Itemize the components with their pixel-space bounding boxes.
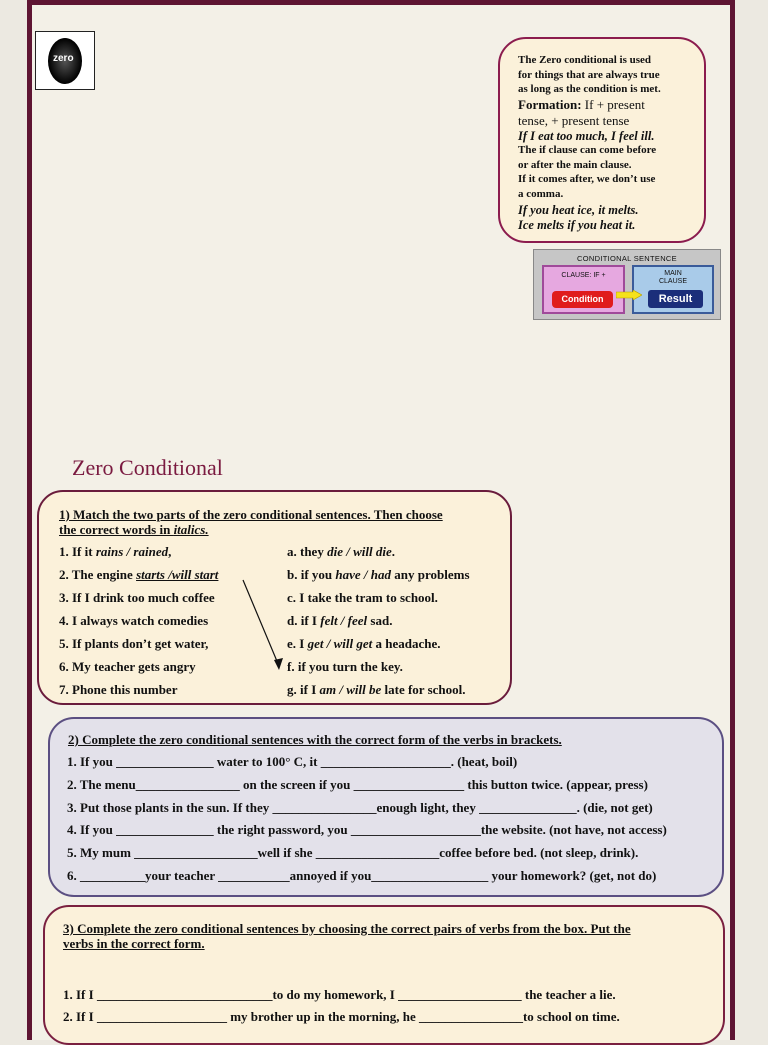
match-text: 1. If it xyxy=(59,544,96,559)
zero-logo xyxy=(35,31,95,90)
info-box xyxy=(498,37,706,243)
match-item xyxy=(287,682,466,698)
match-item xyxy=(287,659,403,675)
diagram-main-label: MAIN xyxy=(664,270,682,277)
match-item xyxy=(59,544,171,560)
instr-line: 3) Complete the zero conditional sentences by choosing the correct pairs of verbs from the box. Put the xyxy=(63,921,631,936)
zero-logo-icon: zero xyxy=(48,38,82,84)
match-text: f. if you turn the key. xyxy=(287,659,403,674)
match-item xyxy=(287,613,392,629)
info-example: If you heat ice, it melts. xyxy=(518,203,639,217)
exercise-sentence: 1. If I ___________________________to do my homework, I ___________________ the teacher a lie. xyxy=(63,987,616,1002)
match-choice: am / will be xyxy=(319,682,382,697)
diagram-result: Result xyxy=(648,290,703,308)
match-text: 5. If plants don’t get water, xyxy=(59,636,209,651)
match-choice: rains / rained xyxy=(95,544,169,559)
info-formation-cont: tense, + present tense xyxy=(518,112,630,128)
info-line: as long as the condition is met. xyxy=(518,83,661,95)
info-example: If I eat too much, I feel ill. xyxy=(518,128,655,143)
match-text: sad. xyxy=(367,613,393,628)
exercise-2-instructions: 2) Complete the zero conditional sentences with the correct form of the verbs in brackets. xyxy=(68,732,562,747)
match-text: a headache. xyxy=(372,636,441,651)
exercise-3-instructions xyxy=(63,921,631,951)
info-example: Ice melts if you heat it. xyxy=(518,217,636,232)
exercise-sentence: 5. My mum ___________________well if she ___________________coffee before bed. (not sleep, drink). xyxy=(67,845,639,861)
diagram-condition: Condition xyxy=(552,291,613,308)
match-text: any problems xyxy=(391,567,470,582)
match-arrow-icon xyxy=(239,578,289,674)
match-item xyxy=(287,544,395,560)
info-line: The if clause can come before xyxy=(518,144,657,156)
exercise-3 xyxy=(43,905,725,1045)
instr-italic: italics. xyxy=(173,522,209,537)
match-item xyxy=(287,590,438,606)
diagram-clause-label: CLAUSE: IF + xyxy=(561,272,606,279)
match-text: d. if I xyxy=(287,613,321,628)
exercise-sentence: 3. Put those plants in the sun. If they ________________enough light, they _______________. (die, not get) xyxy=(67,799,653,815)
match-choice: have / had xyxy=(335,567,392,582)
match-item xyxy=(59,567,218,583)
match-text: 2. The engine xyxy=(59,567,137,582)
match-text: b. if you xyxy=(287,567,336,582)
exercise-sentence: 4. If you _______________ the right password, you ____________________the website. (not have, not access) xyxy=(67,822,667,838)
instr-line: the correct words in xyxy=(59,522,174,537)
info-line: for things that are always true xyxy=(518,68,660,81)
exercise-sentence: 6. __________your teacher ___________annoyed if you__________________ your homework? (get, not do) xyxy=(67,868,657,883)
match-choice: starts /will start xyxy=(136,567,219,582)
arrow-right-icon xyxy=(616,290,642,300)
match-text: , xyxy=(168,544,172,559)
match-item xyxy=(59,590,215,606)
info-line: a comma. xyxy=(518,187,564,200)
diagram-main-label: CLAUSE xyxy=(658,278,687,285)
info-line: If it comes after, we don’t use xyxy=(518,173,656,185)
match-text: 4. I always watch comedies xyxy=(59,613,209,628)
diagram-title: CONDITIONAL SENTENCE xyxy=(577,254,677,263)
match-item xyxy=(59,659,196,675)
match-item xyxy=(287,567,470,583)
exercise-2 xyxy=(48,717,724,897)
exercise-1-instructions xyxy=(59,507,443,537)
match-text: . xyxy=(391,544,395,559)
exercise-sentence: 1. If you _______________ water to 100° C, it ____________________. (heat, boil) xyxy=(67,754,518,769)
info-formation-label: Formation: xyxy=(518,96,582,112)
conditional-diagram xyxy=(533,249,721,320)
match-text: late for school. xyxy=(381,682,466,697)
match-choice: felt / feel xyxy=(320,613,368,628)
exercise-1 xyxy=(37,490,512,705)
match-item xyxy=(287,636,440,652)
info-line: The Zero conditional is used xyxy=(518,54,652,66)
match-text: 3. If I drink too much coffee xyxy=(59,590,215,605)
exercise-sentence: 2. If I ____________________ my brother up in the morning, he ________________to school on time. xyxy=(63,1009,620,1024)
diagram-main-clause xyxy=(632,265,714,314)
info-formation: If + present xyxy=(581,96,645,112)
match-text: g. if I xyxy=(287,682,320,697)
instr-line: 1) Match the two parts of the zero conditional sentences. Then choose xyxy=(59,507,443,522)
match-choice: get / will get xyxy=(307,636,373,651)
match-item xyxy=(59,636,208,652)
exercise-sentence: 2. The menu________________ on the screen if you _________________ this button twice. (appear, press) xyxy=(67,776,648,792)
match-text: 6. My teacher gets angry xyxy=(59,659,196,674)
info-line: or after the main clause. xyxy=(518,158,632,171)
match-text: 7. Phone this number xyxy=(59,682,178,697)
match-text: e. I xyxy=(287,636,308,651)
match-choice: die / will die xyxy=(327,544,392,559)
match-item xyxy=(59,613,208,629)
diagram-if-clause xyxy=(542,265,625,314)
match-text: c. I take the tram to school. xyxy=(287,590,438,605)
page-title: Zero Conditional xyxy=(72,455,223,480)
match-item xyxy=(59,682,177,698)
instr-line: verbs in the correct form. xyxy=(63,936,205,951)
match-text: a. they xyxy=(287,544,328,559)
